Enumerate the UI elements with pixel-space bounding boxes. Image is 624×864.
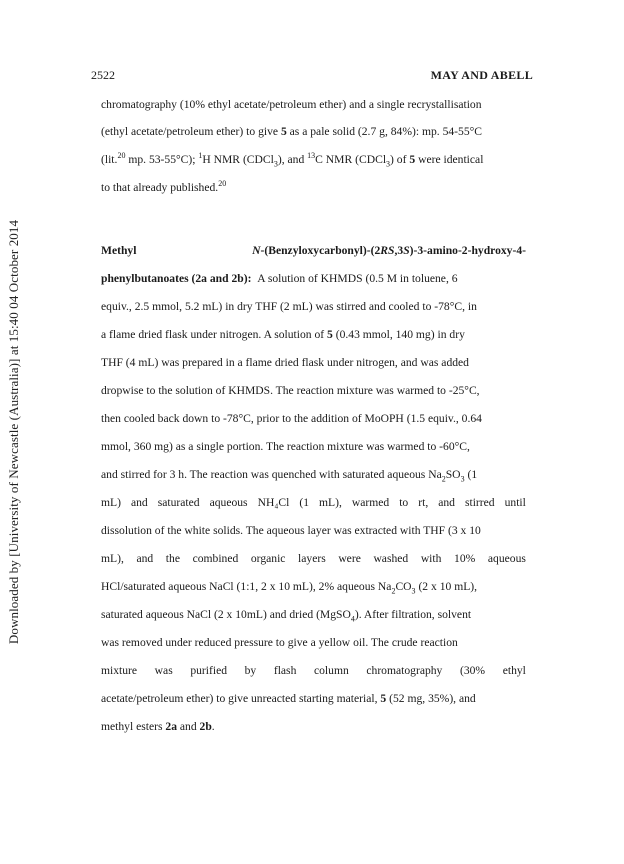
- para1-line-3: (lit.$^{20}$ mp. 53-55°C); $^1$H NMR (CDCl$_3$), and $^{13}$C NMR (CDCl$_3$) of 5 were identical: [101, 151, 484, 169]
- running-head: MAY AND ABELL: [430, 68, 533, 82]
- para2-line-6: then cooled back down to -78°C, prior to the addition of MoOPH (1.5 equiv., 0.64: [101, 412, 482, 425]
- para2-line-10: dissolution of the white solids. The aqueous layer was extracted with THF (3 x 10: [101, 524, 481, 537]
- para2-line-3: a flame dried flask under nitrogen. A solution of 5 (0.43 mmol, 140 mg) in dry: [101, 328, 465, 341]
- para2-line-12: HCl/saturated aqueous NaCl (1:1, 2 x 10 mL), 2% aqueous $Na_2CO_3$ (2 x 10 mL),: [101, 580, 478, 596]
- para2-line-5: dropwise to the solution of KHMDS. The reaction mixture was warmed to -25°C,: [101, 384, 480, 397]
- para2-line-17: methyl esters 2a and 2b.: [101, 720, 215, 733]
- page-header: [91, 68, 533, 86]
- download-watermark: [0, 0, 28, 864]
- para2-line-11: mL), and the combined organic layers were washed with 10% aqueous: [101, 552, 526, 565]
- compound-heading: phenylbutanoates (2a and 2b):: [101, 272, 252, 285]
- heading-line-2: phenylbutanoates (2a and 2b): A solution of KHMDS (0.5 M in toluene, 6: [101, 272, 458, 285]
- page-number: 2522: [91, 68, 115, 82]
- para1-line-1: chromatography (10% ethyl acetate/petroleum ether) and a single recrystallisation: [101, 98, 482, 111]
- para2-line-9: mL) and saturated aqueous NH₄Cl (1 mL), warmed to rt, and stirred until: [101, 496, 526, 509]
- download-watermark-text: Downloaded by [University of Newcastle (Australia)] at 15:40 04 October 2014: [6, 219, 21, 645]
- para2-line-14: was removed under reduced pressure to give a yellow oil. The crude reaction: [101, 636, 458, 649]
- para2-line-4: THF (4 mL) was prepared in a flame dried flask under nitrogen, and was added: [101, 356, 469, 369]
- heading-line-1: Methyl N-(Benzyloxycarbonyl)-(2RS,3S)-3-amino-2-hydroxy-4-: [101, 244, 526, 257]
- para1-line-4: to that already published.$^{20}$: [101, 179, 227, 194]
- para1-line-2: (ethyl acetate/petroleum ether) to give 5 as a pale solid (2.7 g, 84%): mp. 54-55°C: [101, 125, 483, 138]
- para2-line-16: acetate/petroleum ether) to give unreacted starting material, 5 (52 mg, 35%), and: [101, 692, 476, 705]
- para2-line-15: mixture was purified by flash column chromatography (30% ethyl: [101, 664, 526, 677]
- para2-line-7: mmol, 360 mg) as a single portion. The reaction mixture was warmed to -60°C,: [101, 440, 470, 453]
- para2-line-13: saturated aqueous NaCl (2 x 10mL) and dried (MgSO$_4$). After filtration, solvent: [101, 608, 472, 624]
- para2-line-8: and stirred for 3 h. The reaction was quenched with saturated aqueous $Na_2SO_3$ (1: [101, 468, 478, 484]
- para2-line-2: equiv., 2.5 mmol, 5.2 mL) in dry THF (2 mL) was stirred and cooled to -78°C, in: [101, 300, 477, 313]
